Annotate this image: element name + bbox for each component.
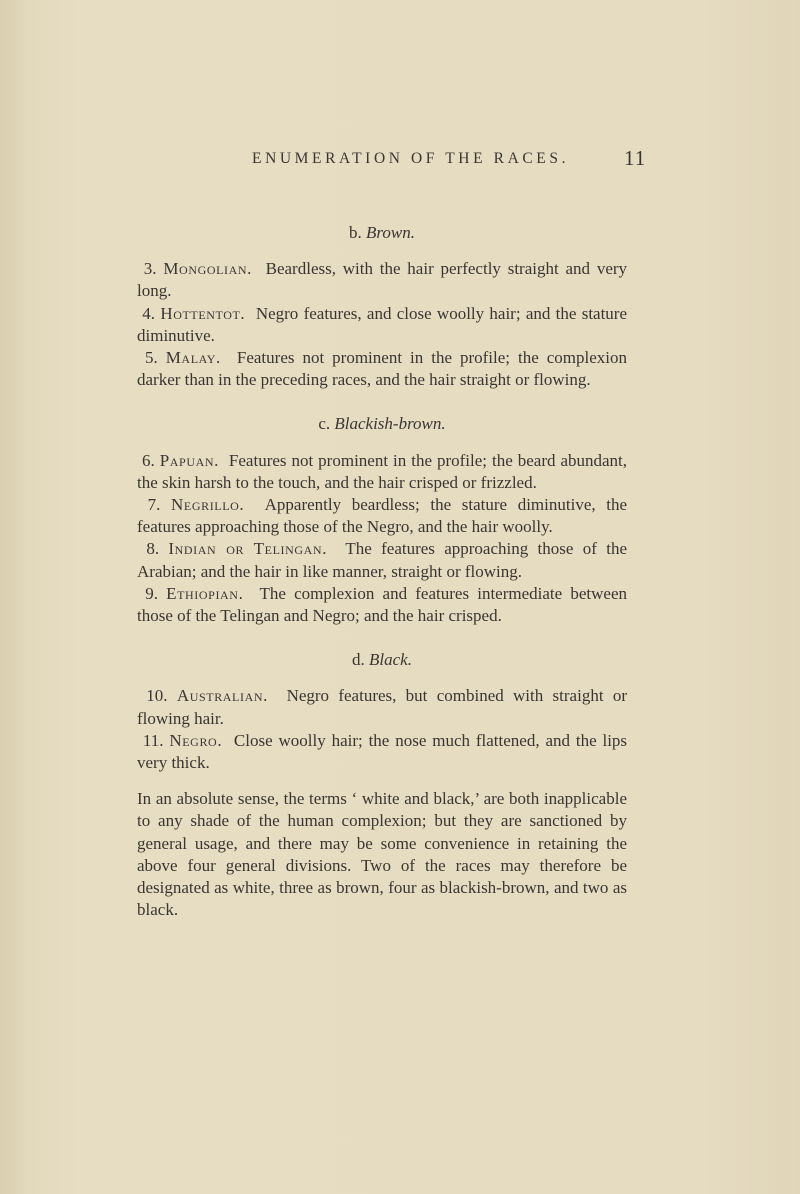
entry-text: The features approaching those of the Arabian; and the hair in like manner, straight or flowing. xyxy=(137,539,627,581)
section-heading-brown xyxy=(137,222,627,244)
entry-text: The complexion and features intermediate between those of the Telingan and Negro; and the hair crisped. xyxy=(137,583,628,626)
entry-number: 9. xyxy=(145,583,158,603)
entry-name: Australian. xyxy=(176,686,268,706)
entry-text: Features not prominent in the profile; the complexion darker than in the preceding races, and the hair straight or flowing. xyxy=(137,348,628,390)
section-letter: c. xyxy=(318,414,331,434)
closing-paragraph xyxy=(137,788,627,921)
closing-text: In an absolute sense, the terms ‘ white and black,’ are both inapplicable to any shade of the human complexion; but they are sanctioned by general usage, and there may be some convenience in retaining the above four general divisions. Two of the races may therefore be designated as white, three as brown, four as blackish-brown, and two as black. xyxy=(137,789,627,920)
entry-name: Ethiopian. xyxy=(166,583,244,603)
race-entry xyxy=(137,494,627,538)
race-entry xyxy=(137,450,627,494)
entry-number: 7. xyxy=(147,495,161,515)
entry-number: 10. xyxy=(146,686,168,706)
race-entry xyxy=(137,303,627,347)
section-title: Brown. xyxy=(366,223,415,242)
entry-text: Features not prominent in the profile; the beard abundant, the skin harsh to the touch, and the hair crisped or frizzled. xyxy=(137,450,628,492)
entry-name: Negro. xyxy=(169,730,223,750)
entry-text: Close woolly hair; the nose much flattened, and the lips very thick. xyxy=(137,730,628,773)
page-number: 11 xyxy=(624,146,647,170)
entry-number: 6. xyxy=(141,450,155,470)
section-heading-black xyxy=(137,649,627,671)
entry-number: 8. xyxy=(146,539,160,559)
running-title: ENUMERATION OF THE RACES. xyxy=(252,150,570,167)
entry-name: Malay. xyxy=(165,348,221,368)
section-title: Black. xyxy=(369,650,412,670)
entry-name: Negrillo. xyxy=(171,495,245,515)
entry-name: Indian or Telingan. xyxy=(168,539,328,559)
race-entry xyxy=(137,347,627,391)
section-letter: b. xyxy=(349,223,362,242)
entry-number: 11. xyxy=(142,730,164,750)
section-title: Blackish-brown. xyxy=(334,414,446,434)
entry-text: Apparently beardless; the stature diminutive, the features approaching those of the Negro, and the hair woolly. xyxy=(137,495,628,537)
entry-text: Beardless, with the hair perfectly straight and very long. xyxy=(137,259,628,301)
race-entry xyxy=(137,685,627,729)
entry-name: Papuan. xyxy=(159,450,219,470)
entry-text: Negro features, but combined with straight or flowing hair. xyxy=(137,686,628,728)
entry-number: 4. xyxy=(142,303,156,323)
entry-name: Hottentot. xyxy=(160,303,246,323)
race-entry xyxy=(137,258,627,302)
entry-number: 3. xyxy=(143,259,157,279)
section-letter: d. xyxy=(352,650,365,670)
body-text xyxy=(137,222,627,921)
entry-number: 5. xyxy=(144,348,158,368)
section-heading-blackish-brown xyxy=(137,413,627,435)
race-entry xyxy=(137,583,627,627)
race-entry xyxy=(137,538,627,582)
race-entry xyxy=(137,730,627,774)
entry-text: Negro features, and close woolly hair; and the stature diminutive. xyxy=(137,303,628,345)
entry-name: Mongolian. xyxy=(163,259,253,279)
